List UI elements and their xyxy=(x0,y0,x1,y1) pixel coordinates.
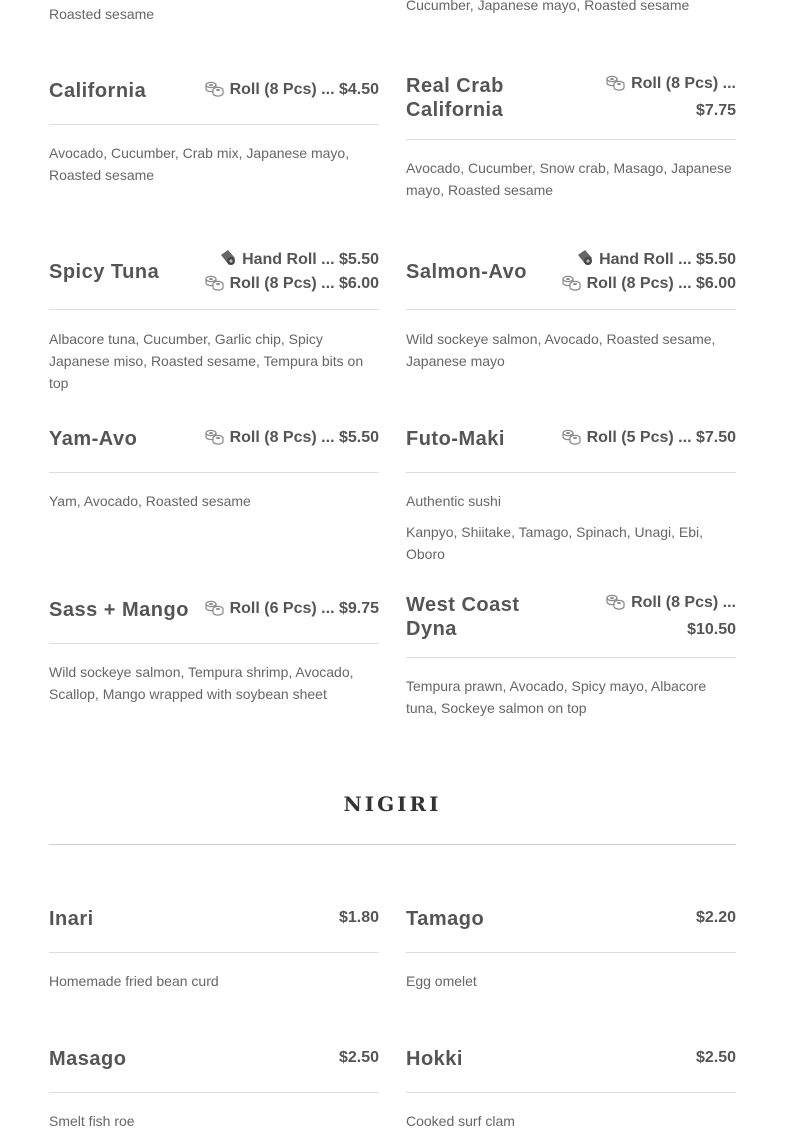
divider xyxy=(49,124,379,125)
item-price: $2.20 xyxy=(695,909,736,926)
item-name: Salmon-Avo xyxy=(406,261,527,283)
item-description: Avocado, Cucumber, Crab mix, Japanese mayo, Roasted sesame xyxy=(49,145,350,183)
item-name: Masago xyxy=(49,1048,127,1070)
item-name: Futo-Maki xyxy=(406,428,505,450)
item-name: California xyxy=(49,80,147,102)
roll-icon xyxy=(606,594,626,610)
divider xyxy=(406,309,736,310)
item-name: Spicy Tuna xyxy=(49,261,160,283)
item-name: Hokki xyxy=(406,1048,463,1070)
item-price-amount: $10.50 xyxy=(687,621,736,638)
divider xyxy=(49,1092,379,1093)
divider xyxy=(49,952,379,953)
item-price-hand-roll: Hand Roll ... $5.50 xyxy=(562,248,736,272)
item-name: Yam-Avo xyxy=(49,428,138,450)
divider xyxy=(49,472,379,473)
item-description: Homemade fried bean curd xyxy=(49,973,219,989)
item-description: Cucumber, Japanese mayo, Roasted sesame xyxy=(406,0,690,13)
roll-icon xyxy=(562,429,582,445)
divider xyxy=(49,643,379,644)
divider xyxy=(406,952,736,953)
item-price: Roll (8 Pcs) ... xyxy=(606,72,736,96)
item-description: Wild sockeye salmon, Tempura shrimp, Avocado, Scallop, Mango wrapped with soybean sheet xyxy=(49,664,354,702)
section-divider xyxy=(49,844,736,845)
item-price: Roll (8 Pcs) ... $4.50 xyxy=(205,78,379,102)
item-price-roll: Roll (8 Pcs) ... $6.00 xyxy=(562,272,736,296)
item-price: $2.50 xyxy=(695,1049,736,1066)
item-price-hand-roll: Hand Roll ... $5.50 xyxy=(205,248,379,272)
divider xyxy=(406,139,736,140)
roll-icon xyxy=(205,275,225,291)
roll-icon xyxy=(562,275,582,291)
divider xyxy=(406,472,736,473)
item-description: Yam, Avocado, Roasted sesame xyxy=(49,493,251,509)
hand-roll-icon xyxy=(576,249,594,267)
item-description: Roasted sesame xyxy=(49,6,155,22)
item-name: Inari xyxy=(49,908,94,930)
item-price: $2.50 xyxy=(338,1049,379,1066)
divider xyxy=(406,1092,736,1093)
item-price: Roll (5 Pcs) ... $7.50 xyxy=(562,426,736,450)
roll-icon xyxy=(205,600,225,616)
item-description: Authentic sushi xyxy=(406,493,501,509)
item-name: Tamago xyxy=(406,908,485,930)
item-price-roll: Roll (8 Pcs) ... $6.00 xyxy=(205,272,379,296)
roll-icon xyxy=(606,75,626,91)
item-description: Tempura prawn, Avocado, Spicy mayo, Albacore tuna, Sockeye salmon on top xyxy=(406,678,707,716)
hand-roll-icon xyxy=(219,249,237,267)
item-description: Avocado, Cucumber, Snow crab, Masago, Japanese mayo, Roasted sesame xyxy=(406,160,732,198)
item-price: Roll (8 Pcs) ... xyxy=(606,591,736,615)
item-description: Albacore tuna, Cucumber, Garlic chip, Spicy Japanese miso, Roasted sesame, Tempura bits on top xyxy=(49,331,364,391)
item-description-detail: Kanpyo, Shiitake, Tamago, Spinach, Unagi, Ebi, Oboro xyxy=(406,524,704,562)
section-title-nigiri: NIGIRI xyxy=(343,792,442,816)
item-description: Smelt fish roe xyxy=(49,1113,135,1128)
roll-icon xyxy=(205,81,225,97)
roll-icon xyxy=(205,429,225,445)
item-name: Sass + Mango xyxy=(49,599,189,621)
item-description: Wild sockeye salmon, Avocado, Roasted sesame, Japanese mayo xyxy=(406,331,716,369)
item-name: Real Crab California xyxy=(406,75,504,121)
divider xyxy=(406,657,736,658)
item-description: Egg omelet xyxy=(406,973,477,989)
divider xyxy=(49,309,379,310)
item-price: Roll (8 Pcs) ... $5.50 xyxy=(205,426,379,450)
item-name: West Coast Dyna xyxy=(406,594,520,640)
item-price-amount: $7.75 xyxy=(695,102,736,119)
item-price: $1.80 xyxy=(338,909,379,926)
item-description: Cooked surf clam xyxy=(406,1113,515,1128)
item-price: Roll (6 Pcs) ... $9.75 xyxy=(205,597,379,621)
